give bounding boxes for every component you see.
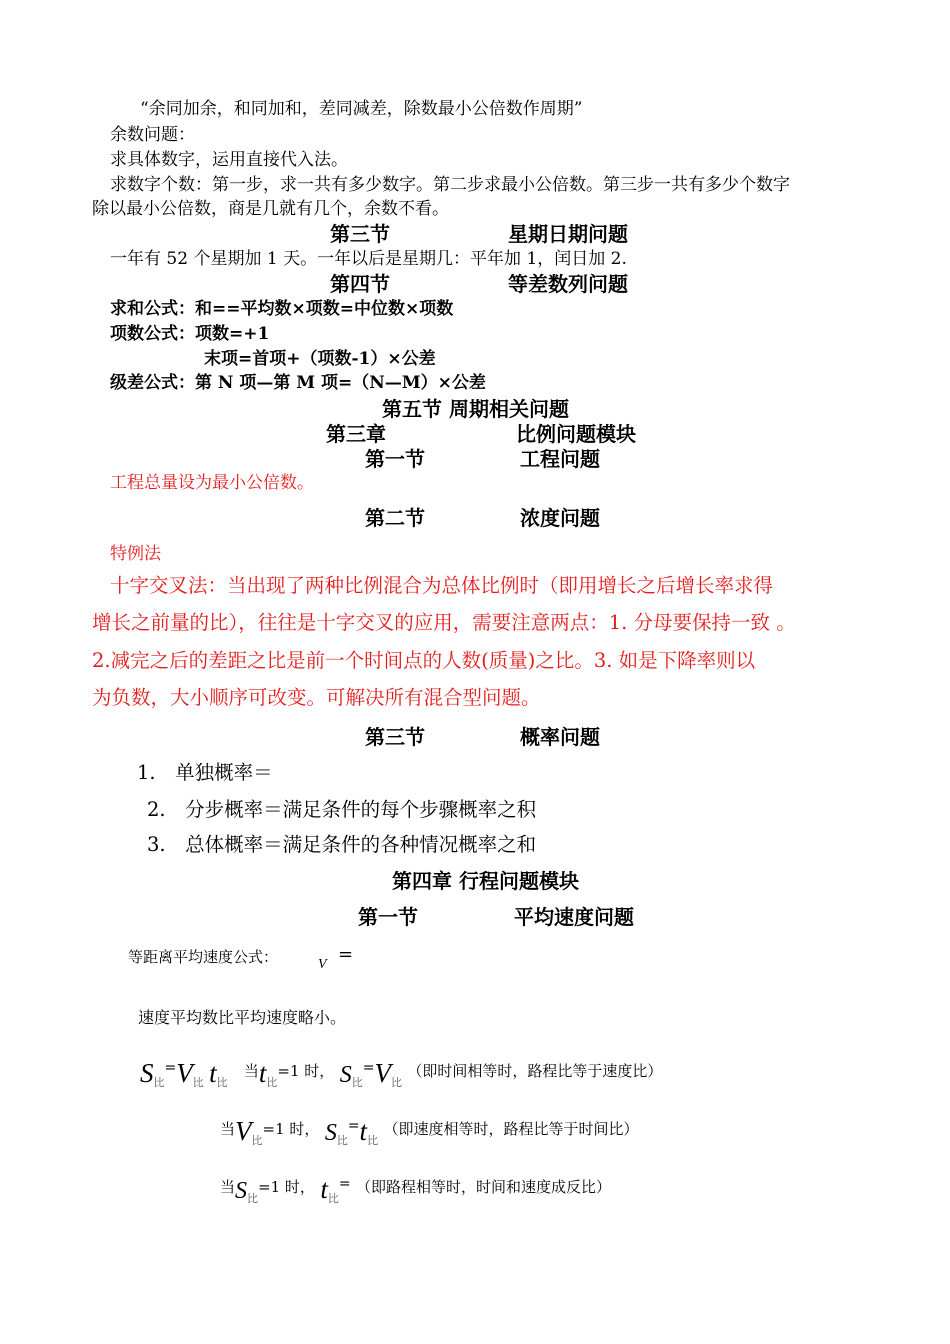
section-heading: 第三节: [330, 222, 390, 246]
section-heading: 第二节: [365, 506, 425, 530]
ratio-formula-1: $S_比^=V_比$ $t_比$ 当$t_比=1$ 时， $S_比^=V_比$ （即时间相等时，路程比等于速度比）: [140, 1058, 663, 1089]
section-heading: 第五节 周期相关问题: [382, 397, 569, 421]
cross-method-line: 十字交叉法：当出现了两种比例混合为总体比例时（即用增长之后增长率求得: [110, 574, 774, 597]
section-heading: 第一节: [358, 905, 418, 929]
avg-speed-label: 等距离平均速度公式：: [128, 948, 279, 966]
remainder-label: 余数问题：: [110, 125, 195, 145]
equals-sign: =: [338, 944, 354, 965]
ratio-formula-3: 当$S_比=1$ 时， $t_比^=$ （即路程相等时，时间和速度成反比）: [220, 1174, 611, 1205]
section-title: 概率问题: [520, 725, 600, 749]
section-heading: 第三节: [365, 725, 425, 749]
paragraph: 求具体数字，运用直接代入法。: [110, 150, 348, 170]
section-title: 浓度问题: [520, 506, 600, 530]
formula-line: 求和公式：和==平均数×项数=中位数×项数: [110, 299, 454, 319]
formula-line: 末项=首项+（项数-1）×公差: [204, 349, 436, 369]
section-title: 等差数列问题: [508, 272, 628, 296]
section-title: 星期日期问题: [508, 222, 628, 246]
ratio-formula-2: 当$V_比=1$ 时， $S_比^=t_比$ （即速度相等时，路程比等于时间比）: [220, 1116, 639, 1147]
section-heading: 第四节: [330, 272, 390, 296]
list-item: 1. 单独概率＝: [137, 761, 273, 784]
formula-line: 项数公式：项数=+1: [110, 324, 270, 344]
avg-speed-formula: [128, 946, 278, 968]
paragraph: 求数字个数：第一步，求一共有多少数字。第二步求最小公倍数。第三步一共有多少个数字: [110, 175, 790, 195]
cross-method-line: 2.减完之后的差距之比是前一个时间点的人数(质量)之比。3. 如是下降率则以: [92, 649, 756, 672]
section-heading: 第一节: [365, 447, 425, 471]
chapter-title: 比例问题模块: [516, 422, 636, 446]
list-item: 3. 总体概率＝满足条件的各种情况概率之和: [147, 833, 537, 856]
paragraph: 速度平均数比平均速度略小。: [138, 1008, 347, 1027]
paragraph: 除以最小公倍数，商是几就有几个，余数不看。: [92, 199, 449, 219]
rule-text: “余同加余，和同加和，差同减差，除数最小公倍数作周期”: [140, 99, 583, 119]
paragraph: 一年有 52 个星期加 1 天。一年以后是星期几：平年加 1，闰日加 2.: [110, 249, 627, 269]
red-note: 特例法: [110, 544, 161, 564]
chapter-heading: 第三章: [326, 422, 386, 446]
cross-method-line: 增长之前量的比），往往是十字交叉的应用，需要注意两点：1. 分母要保持一致 。: [92, 611, 796, 634]
list-item: 2. 分步概率＝满足条件的每个步骤概率之积: [147, 798, 537, 821]
formula-line: 级差公式：第 N 项—第 M 项=（N—M）×公差: [110, 373, 486, 393]
section-title: 工程问题: [520, 447, 600, 471]
red-note: 工程总量设为最小公倍数。: [110, 473, 314, 493]
cross-method-line: 为负数，大小顺序可改变。可解决所有混合型问题。: [92, 686, 541, 709]
v-bar-symbol: V: [318, 957, 327, 972]
section-title: 平均速度问题: [514, 905, 634, 929]
chapter-heading: 第四章 行程问题模块: [392, 869, 579, 893]
